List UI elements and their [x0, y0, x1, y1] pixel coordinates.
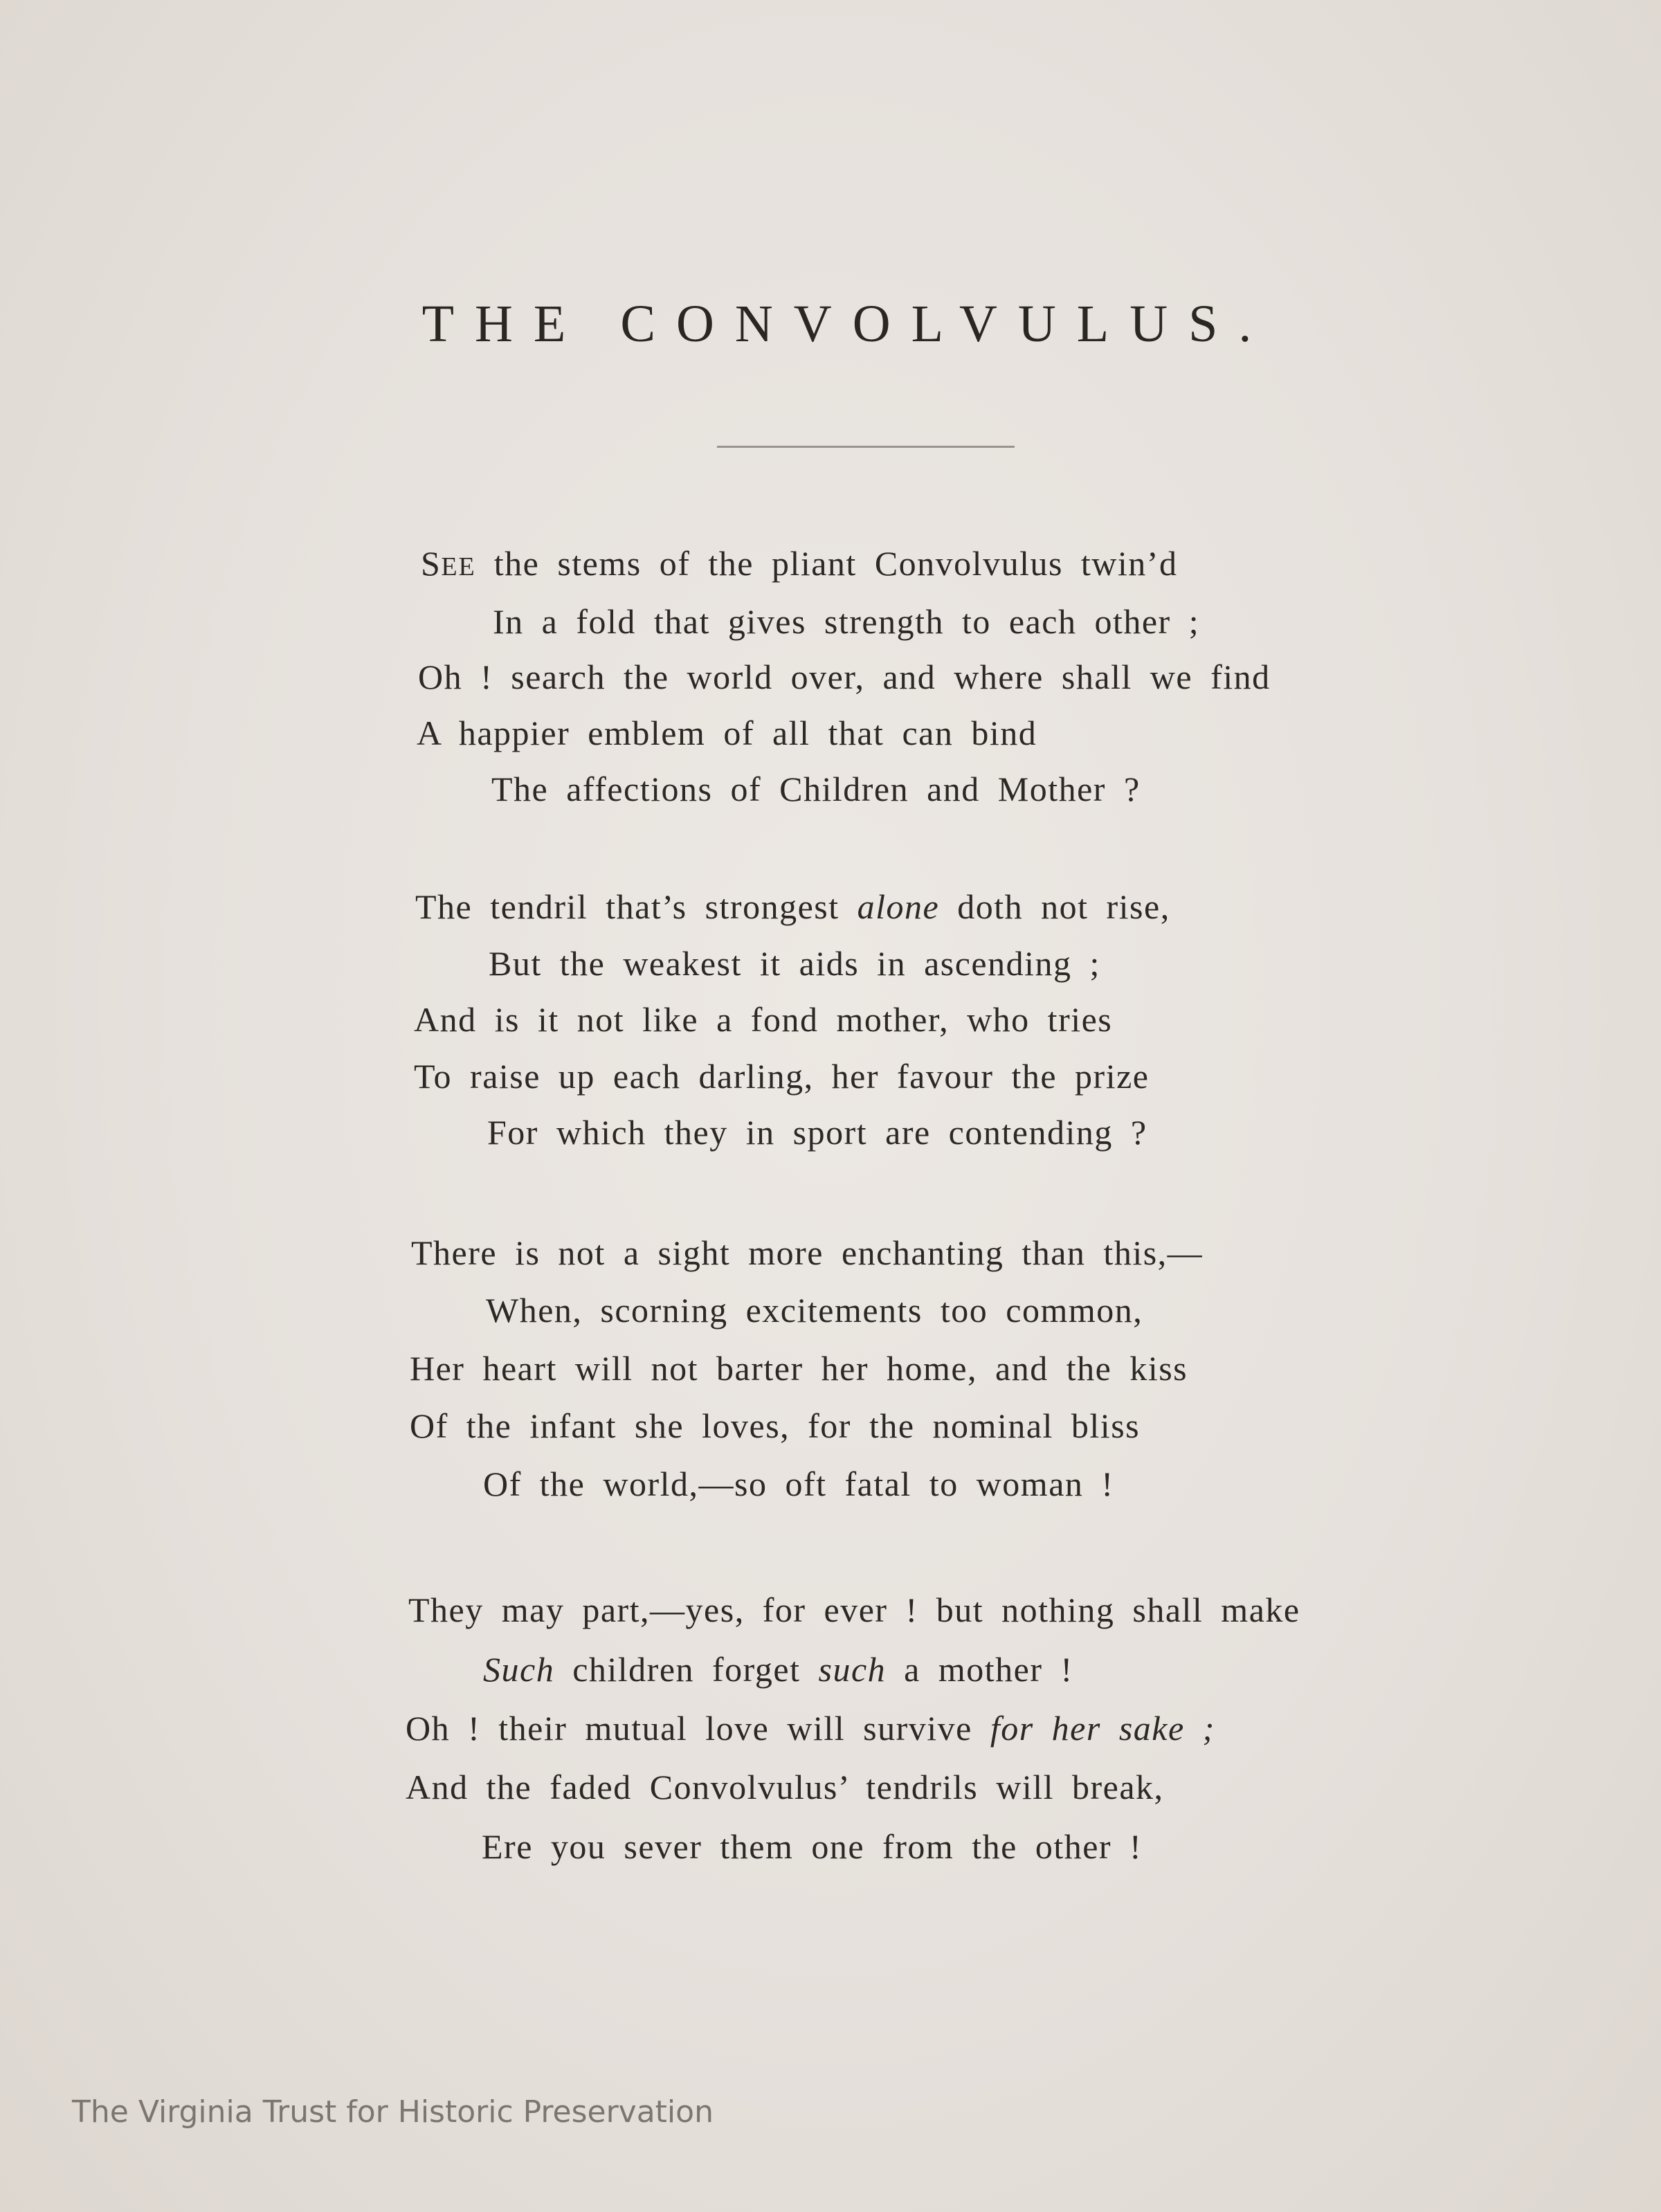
poem-line [421, 541, 1177, 589]
poem-line: There is not a sight more enchanting than this,— [411, 1233, 1204, 1272]
poem-line: In a fold that gives strength to each other ; [493, 602, 1200, 641]
poem-line: Oh ! search the world over, and where shall we find [418, 658, 1271, 696]
italic-phrase: for her sake ; [990, 1709, 1215, 1748]
poem-line: But the weakest it aids in ascending ; [489, 944, 1100, 983]
italic-word: alone [857, 887, 940, 926]
italic-word: such [818, 1650, 887, 1689]
small-caps-text: EE [441, 552, 476, 581]
poem-line: A happier emblem of all that can bind [417, 714, 1037, 752]
poem-line: And is it not like a fond mother, who tries [414, 1000, 1113, 1039]
poem-line: Oh ! their mutual love will survive for her sake ; [406, 1709, 1215, 1748]
poem-title: THE CONVOLVULUS. [421, 295, 1273, 353]
poem-line: The affections of Children and Mother ? [491, 770, 1141, 808]
line-text: the stems of the pliant Convolvulus twin’d [475, 544, 1178, 583]
poem-line: Of the world,—so oft fatal to woman ! [483, 1465, 1114, 1503]
poem-line: Such children forget such a mother ! [483, 1650, 1073, 1689]
watermark-credit: The Virginia Trust for Historic Preservation [72, 2094, 714, 2130]
italic-word: Such [483, 1650, 555, 1689]
poem-line: Her heart will not barter her home, and the kiss [410, 1349, 1188, 1388]
poem-line: To raise up each darling, her favour the prize [414, 1057, 1150, 1096]
poem-line: Of the infant she loves, for the nominal bliss [410, 1406, 1141, 1445]
poem-line: They may part,—yes, for ever ! but nothing shall make [408, 1590, 1300, 1629]
poem-line: When, scorning excitements too common, [486, 1291, 1143, 1330]
title-rule [717, 446, 1015, 448]
poem-line: The tendril that’s strongest alone doth not rise, [415, 887, 1170, 926]
poem-line: And the faded Convolvulus’ tendrils will break, [406, 1768, 1164, 1806]
drop-capital: S [421, 544, 442, 583]
poem-line: For which they in sport are contending ? [487, 1113, 1147, 1152]
poem-line: Ere you sever them one from the other ! [482, 1827, 1143, 1866]
